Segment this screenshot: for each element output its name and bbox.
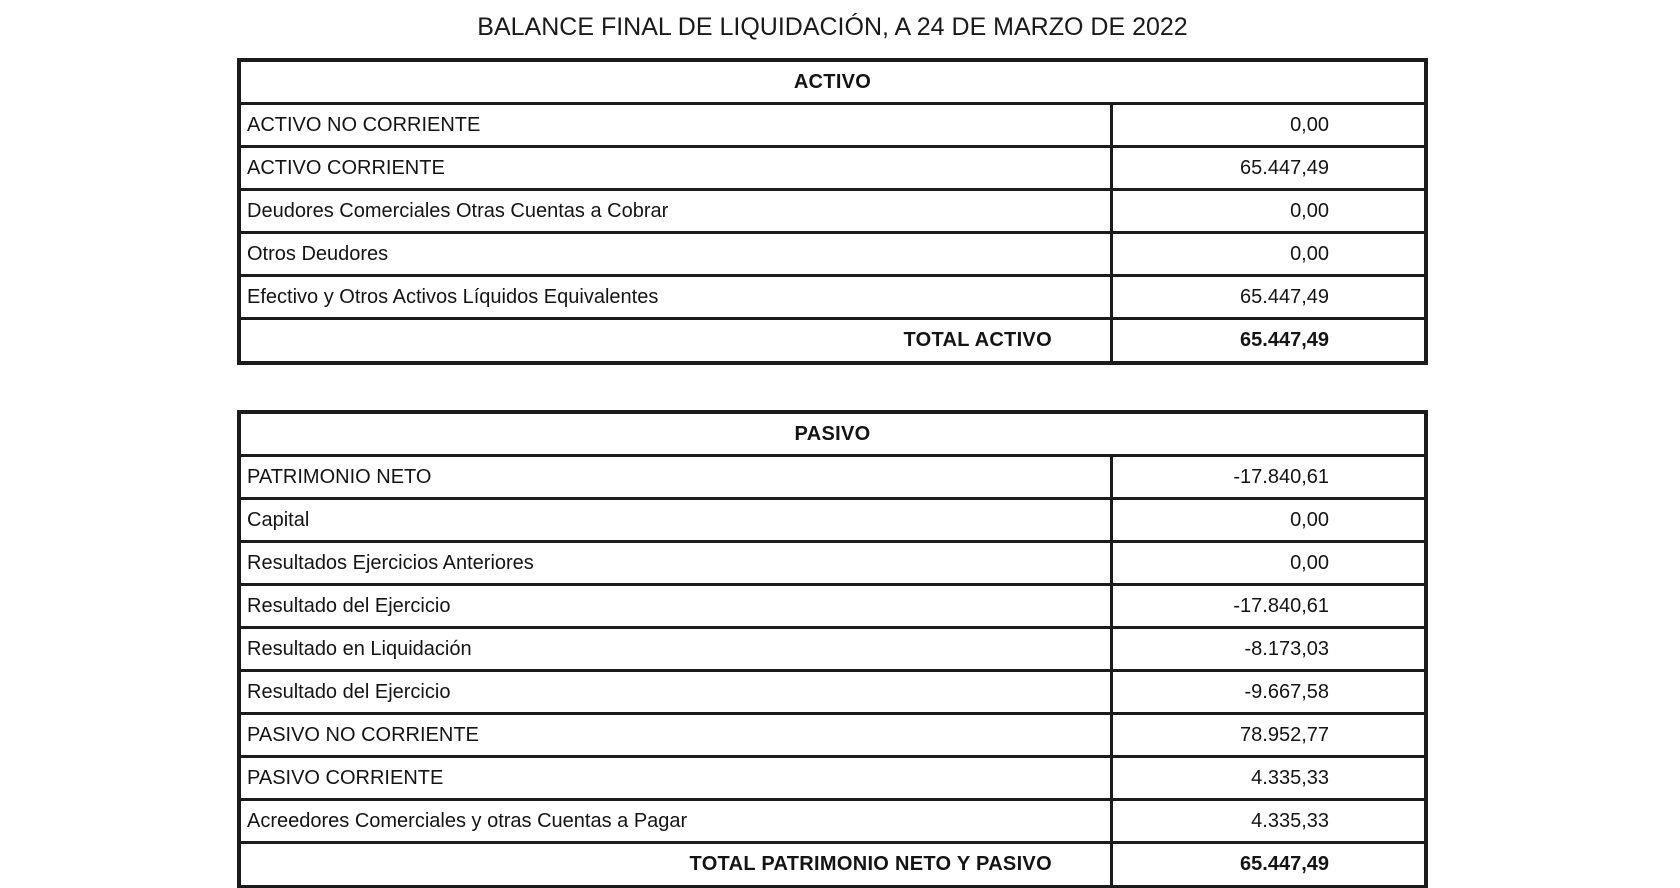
pasivo-table-body bbox=[239, 455, 1426, 842]
pasivo-total-value: 65.447,49 bbox=[1111, 842, 1426, 887]
row-value: 0,00 bbox=[1111, 498, 1426, 541]
table-row bbox=[239, 584, 1426, 627]
activo-total-value: 65.447,49 bbox=[1111, 318, 1426, 363]
row-label: Resultados Ejercicios Anteriores bbox=[239, 541, 1111, 584]
pasivo-section-header: PASIVO bbox=[239, 412, 1426, 455]
pasivo-total-row bbox=[239, 842, 1426, 887]
activo-total-label: TOTAL ACTIVO bbox=[239, 318, 1111, 363]
table-row bbox=[239, 275, 1426, 318]
row-label: PASIVO NO CORRIENTE bbox=[239, 713, 1111, 756]
activo-table bbox=[237, 58, 1428, 365]
table-row bbox=[239, 670, 1426, 713]
pasivo-header-row bbox=[239, 412, 1426, 455]
pasivo-table bbox=[237, 410, 1428, 888]
row-value: -17.840,61 bbox=[1111, 584, 1426, 627]
table-row bbox=[239, 756, 1426, 799]
pasivo-total-label: TOTAL PATRIMONIO NETO Y PASIVO bbox=[239, 842, 1111, 887]
table-row bbox=[239, 627, 1426, 670]
activo-total-row bbox=[239, 318, 1426, 363]
row-label: Deudores Comerciales Otras Cuentas a Cobrar bbox=[239, 189, 1111, 232]
row-label: PATRIMONIO NETO bbox=[239, 455, 1111, 498]
row-value: 65.447,49 bbox=[1111, 275, 1426, 318]
activo-header-row bbox=[239, 60, 1426, 103]
row-label: PASIVO CORRIENTE bbox=[239, 756, 1111, 799]
table-row bbox=[239, 146, 1426, 189]
row-value: -8.173,03 bbox=[1111, 627, 1426, 670]
row-label: Resultado del Ejercicio bbox=[239, 670, 1111, 713]
row-label: Otros Deudores bbox=[239, 232, 1111, 275]
table-row bbox=[239, 189, 1426, 232]
table-row bbox=[239, 455, 1426, 498]
row-label: ACTIVO NO CORRIENTE bbox=[239, 103, 1111, 146]
row-value: 0,00 bbox=[1111, 189, 1426, 232]
row-label: Acreedores Comerciales y otras Cuentas a Pagar bbox=[239, 799, 1111, 842]
row-value: 0,00 bbox=[1111, 232, 1426, 275]
row-label: Efectivo y Otros Activos Líquidos Equivalentes bbox=[239, 275, 1111, 318]
row-value: 4.335,33 bbox=[1111, 799, 1426, 842]
table-row bbox=[239, 232, 1426, 275]
document-body bbox=[237, 0, 1428, 888]
row-value: 65.447,49 bbox=[1111, 146, 1426, 189]
row-label: Capital bbox=[239, 498, 1111, 541]
row-value: 4.335,33 bbox=[1111, 756, 1426, 799]
table-row bbox=[239, 799, 1426, 842]
activo-section-header: ACTIVO bbox=[239, 60, 1426, 103]
row-value: -17.840,61 bbox=[1111, 455, 1426, 498]
table-row bbox=[239, 541, 1426, 584]
activo-table-body bbox=[239, 103, 1426, 318]
row-value: -9.667,58 bbox=[1111, 670, 1426, 713]
row-value: 0,00 bbox=[1111, 541, 1426, 584]
page-title: BALANCE FINAL DE LIQUIDACIÓN, A 24 DE MARZO DE 2022 bbox=[477, 13, 1188, 41]
row-value: 78.952,77 bbox=[1111, 713, 1426, 756]
table-row bbox=[239, 713, 1426, 756]
table-row bbox=[239, 498, 1426, 541]
row-value: 0,00 bbox=[1111, 103, 1426, 146]
row-label: Resultado en Liquidación bbox=[239, 627, 1111, 670]
table-row bbox=[239, 103, 1426, 146]
row-label: ACTIVO CORRIENTE bbox=[239, 146, 1111, 189]
row-label: Resultado del Ejercicio bbox=[239, 584, 1111, 627]
